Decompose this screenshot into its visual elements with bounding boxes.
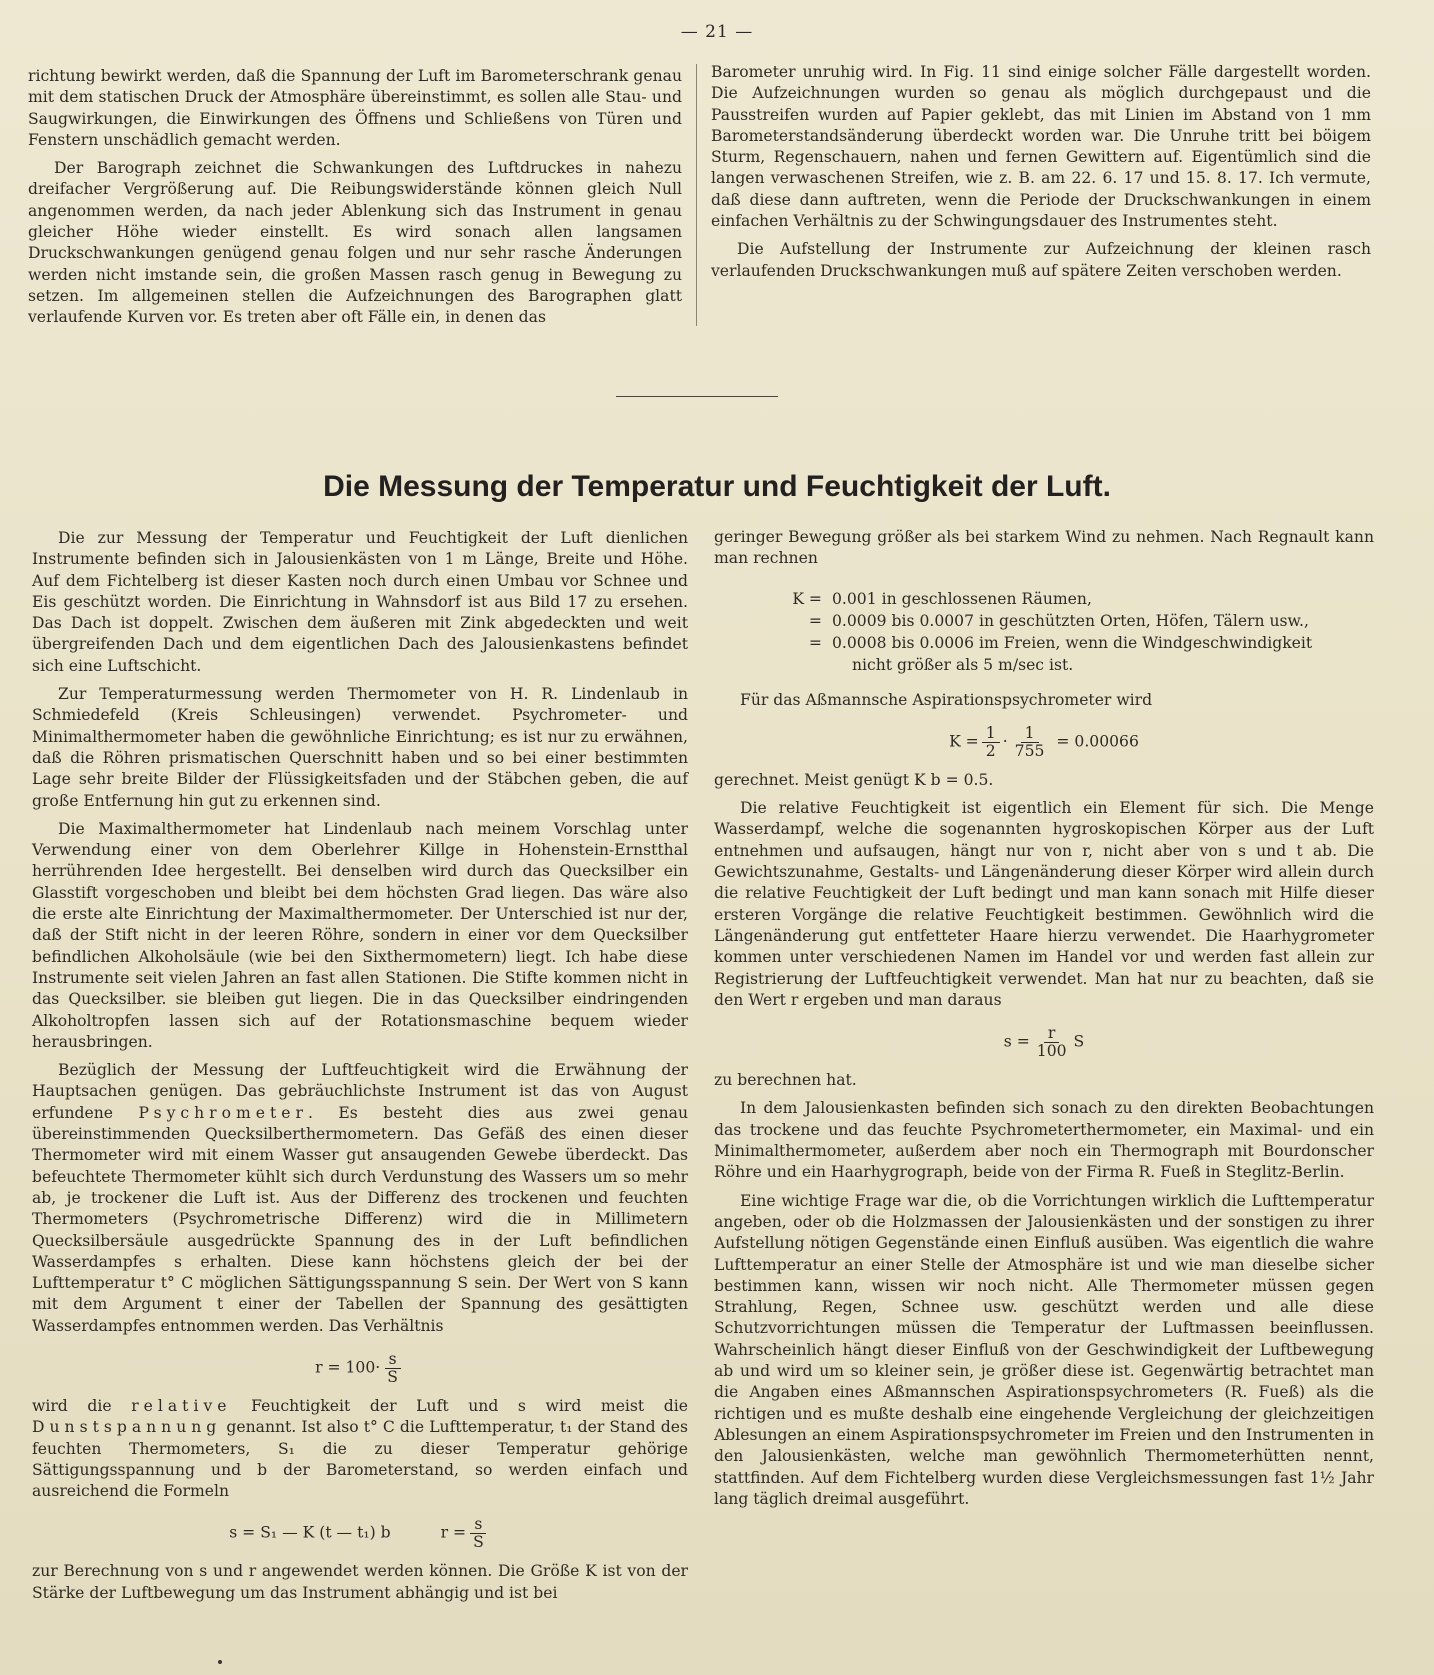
fraction — [982, 725, 1000, 760]
formula-rhs: S — [1073, 1032, 1085, 1051]
k-rhs: nicht größer als 5 m/sec ist. — [852, 655, 1074, 674]
k-rhs: 0.0008 bis 0.0006 im Freien, wenn die Windgeschwindigkeit — [832, 633, 1313, 652]
formula-assmann-k — [714, 725, 1374, 760]
formula-lhs: s = — [1003, 1032, 1030, 1051]
paragraph: Für das Aßmannsche Aspirationspsychrometer wird — [740, 690, 1153, 709]
emphasized-term: relative — [131, 1396, 232, 1415]
paragraph: Eine wichtige Frage war die, ob die Vorrichtungen wirklich die Lufttemperatur angeben, oder ob die Holzmassen der Jalousienkästen und der sonstigen zu ihrer Aufstellung nötigen Gegenstände einen Einfluß ausüben. Was eigentlich die wahre Lufttemperatur an einer Stelle der Atmosphäre ist und wie man dieselbe sicher bestimmen kann, wissen wir noch nicht. Alle Thermometer müssen gegen Strahlung, Regen, Schnee usw. geschützt werden und alle diese Schutzvorrichtungen müssen die Temperatur der Luftmassen beeinflussen. Wahrscheinlich hängt dieser Einfluß von der Geschwindigkeit der Luftbewegung ab und wird um so kleiner sein, je größer diese ist. Gegenwärtig betrachtet man die Angaben eines Aßmannschen Aspirationspsychrometers (R. Fueß) als die richtigen und es mußte deshalb eine eingehende Vergleichung der gleichzeitigen Ablesungen an einem Aspirationspsychrometer im Freien und den Instrumenten in den Jalousienkästen, welche man gewöhnlich Thermometerhütten nennt, stattfinden. Auf dem Fichtelberg wurden diese Vergleichsmessungen fast 1½ Jahr lang täglich dreimal ausgeführt. — [714, 1191, 1374, 1508]
top-left-column — [28, 66, 682, 336]
text-run: wird die — [32, 1396, 112, 1415]
paragraph: richtung bewirkt werden, daß die Spannung der Luft im Barometerschrank genau mit dem statischen Druck der Atmosphäre übereinstimmt, es sollen alle Stau- und Saugwirkungen, die Einwirkungen des Öffnens und Schließens von Türen und Fenstern unschädlich gemacht werden. — [28, 67, 682, 149]
column-divider — [696, 64, 697, 326]
formula-right-lhs: r = — [440, 1523, 467, 1542]
paragraph — [32, 1396, 688, 1502]
k-rhs: 0.001 in geschlossenen Räumen, — [832, 589, 1092, 608]
k-rhs: 0.0009 bis 0.0007 in geschützten Orten, Höfen, Tälern usw., — [832, 611, 1309, 630]
fraction — [469, 1516, 488, 1551]
paragraph: zu berechnen hat. — [714, 1071, 857, 1090]
paragraph: Barometer unruhig wird. In Fig. 11 sind einige solcher Fälle dargestellt worden. Die Aufzeichnungen wurden so genau als möglich durchgepaust und die Pausstreifen wurden auf Papier geklebt, das mit Linien im Abstand von 1 mm Barometerstandsänderung überdeckt worden war. Die Unruhe tritt bei böigem Sturm, Regenschauern, nahen und fernen Gewittern auf. Eigentümlich sind die langen verwaschenen Streifen, wie z. B. am 22. 6. 17 und 15. 8. 17. Ich vermute, daß diese dann auftreten, wenn die Periode der Druckschwankungen in einem einfachen Verhältnis zu der Schwingungsdauer des Instrumentes steht. — [711, 63, 1371, 231]
fraction — [1033, 1025, 1071, 1060]
text-run: genannt. Ist also t° C die Lufttemperatur, t₁ der Stand des feuchten Thermometers, S₁ die zu dieser Temperatur gehörige Sättigungsspannung und b der Barometerstand, so werden einfach und ausreichend die Formeln — [32, 1418, 688, 1501]
paragraph: Die Maximalthermometer hat Lindenlaub nach meinem Vorschlag unter Verwendung einer von dem Oberlehrer Killge in Hohenstein-Ernstthal herrührenden Idee hergestellt. Bei denselben wird durch das Quecksilber ein Glasstift vorgeschoben und bleibt bei dem höchsten Grad liegen. Das wäre also die erste alte Einrichtung der Maximalthermometer. Der Unterschied ist nur der, daß der Stift nicht in der leeren Röhre, sondern in einer vor dem Quecksilber befindlichen Alkoholsäule (wie bei den Sixthermometern) liegt. Ich habe diese Instrumente seit vielen Jahren an fast allen Stationen. Die Stifte kommen nicht in das Quecksilber. sie bleiben gut liegen. Die in das Quecksilber eindringenden Alkoholtropfen lassen sich auf der Rotationsmaschine bequem wieder herausbringen. — [32, 819, 688, 1051]
formula-rhs: = 0.00066 — [1056, 732, 1139, 751]
paragraph: Zur Temperaturmessung werden Thermometer von H. R. Lindenlaub in Schmiedefeld (Kreis Schleusingen) verwendet. Psychrometer- und Minimalthermometer haben die gewöhnliche Einrichtung; es ist nur zu erwähnen, daß die Röhren prismatischen Querschnitt haben und so bei einer bestimmten Lage sehr breite Bilder der Flüssigkeitsfaden und der Stäbchen geben, die auf große Entfernung hin gut zu erkennen sind. — [32, 685, 688, 810]
fraction-denominator: 100 — [1036, 1042, 1067, 1061]
k-lhs: = — [808, 611, 822, 630]
fraction — [383, 1351, 402, 1386]
bottom-left-column — [32, 528, 688, 1611]
top-right-column — [711, 62, 1371, 289]
paragraph: zur Berechnung von s und r angewendet werden können. Die Größe K ist von der Stärke der Luftbewegung um das Instrument abhängig und ist bei — [32, 1562, 688, 1602]
k-lhs: = — [808, 633, 822, 652]
formula-relative-humidity — [32, 1351, 688, 1386]
formula-left: s = S₁ — K (t — t₁) b — [229, 1523, 391, 1542]
paragraph: Die Aufstellung der Instrumente zur Aufzeichnung der kleinen rasch verlaufenden Druckschwankungen muß auf spätere Zeiten verschoben werden. — [711, 240, 1371, 280]
bottom-right-column — [714, 527, 1374, 1517]
paragraph: Die zur Messung der Temperatur und Feuchtigkeit der Luft dienlichen Instrumente befinden sich in Jalousienkästen von 1 m Länge, Breite und Höhe. Auf dem Fichtelberg ist dieser Kasten noch durch einen Umbau vor Schnee und Eis geschützt worden. Die Einrichtung in Wahnsdorf ist aus Bild 17 zu ersehen. Das Dach ist doppelt. Zwischen dem äußeren mit Zink abgedeckten und weit übergreifenden Dach und dem eigentlichen Dach des Jalousienkastens befindet sich eine Luftschicht. — [32, 529, 688, 675]
paragraph: geringer Bewegung größer als bei starkem Wind zu nehmen. Nach Regnault kann man rechnen — [714, 528, 1374, 568]
fraction-numerator: s — [470, 1516, 486, 1534]
ink-speck — [218, 1660, 222, 1664]
emphasized-term: Dunstspannung — [32, 1418, 222, 1437]
fraction-denominator: 2 — [985, 741, 996, 760]
fraction — [1011, 725, 1049, 760]
text-run: . Es besteht dies aus zwei genau übereinstimmenden Quecksilberthermometern. Das Gefäß des einen dieser Thermometer wird mit einem Wasser gut ansaugenden Gewebe überdeckt. Das befeuchtete Thermometer kühlt sich durch Verdunstung des Wassers um so mehr ab, je trockener die Luft ist. Aus der Differenz des trockenen und feuchten Thermometers (Psychrometrische Differenz) wird die in Millimetern Quecksilbersäule ausgedrückte Spannung des in der Luft befindlichen Wasserdampfes s erhalten. Diese kann höchstens gleich der bei der Lufttemperatur t° C möglichen Sättigungsspannung S sein. Der Wert von S kann mit dem Argument t einer der Tabellen der Spannung des gesättigten Wasserdampfes entnommen werden. Das Verhältnis — [32, 1103, 688, 1335]
fraction-denominator: 755 — [1014, 741, 1045, 760]
fraction-numerator: 1 — [1021, 725, 1039, 743]
k-value-continuation — [772, 654, 1374, 676]
fraction-numerator: s — [385, 1351, 401, 1369]
section-separator — [616, 396, 778, 397]
k-value-line — [772, 632, 1374, 654]
formula-lhs: r = 100· — [315, 1358, 381, 1377]
fraction-denominator: S — [387, 1367, 398, 1386]
formula-dunstspannung — [714, 1025, 1374, 1060]
k-lhs: K = — [792, 589, 822, 608]
emphasized-term: Psychrometer — [138, 1103, 308, 1122]
fraction-numerator: 1 — [982, 725, 1000, 743]
paragraph: Die relative Feuchtigkeit ist eigentlich ein Element für sich. Die Menge Wasserdampf, welche die sogenannten hygroskopischen Körper aus der Luft entnehmen und aufsaugen, hängt nur von r, nicht aber von s und t ab. Die Gewichtszunahme, Gestalts- und Längenänderung dieser Körper wird allein durch die relative Feuchtigkeit der Luft bedingt und man kann sonach mit Hilfe dieser ersteren Vorgänge die relative Feuchtigkeit bestimmen. Gewöhnlich wird die Längenänderung gut entfetteter Haare hierzu verwendet. Die Haarhygrometer kommen unter verschiedenen Namen im Handel vor und werden fast allein zur Registrierung der Luftfeuchtigkeit verwendet. Man hat nur zu beachten, daß sie den Wert r ergeben und man daraus — [714, 799, 1374, 1009]
fraction-denominator: S — [473, 1533, 484, 1552]
k-value-line — [772, 610, 1374, 632]
text-run: Bezüglich der Messung der Luftfeuchtigkeit wird die Erwähnung der Hauptsachen genügen. Das gebräuchlichste Instrument ist das von August erfundene — [32, 1061, 688, 1122]
page-number: — 21 — — [680, 22, 754, 42]
multiply-dot: · — [1002, 732, 1008, 751]
k-values-list — [772, 588, 1374, 676]
text-run: Feuchtigkeit der Luft und s wird meist die — [251, 1396, 688, 1415]
paragraph: In dem Jalousienkasten befinden sich sonach zu den direkten Beobachtungen das trockene und das feuchte Psychrometerthermometer, ein Maximal- und ein Minimalthermometer, außerdem aber noch ein Thermograph mit Bourdonscher Röhre und ein Haarhygrograph, beide von der Firma R. Fueß in Steglitz-Berlin. — [714, 1099, 1374, 1182]
paragraph — [32, 1060, 688, 1337]
formula-psychrometer — [32, 1516, 688, 1551]
paragraph: Der Barograph zeichnet die Schwankungen des Luftdruckes in nahezu dreifacher Vergrößerung auf. Die Reibungswiderstände können gleich Null angenommen werden, da nach jeder Ablenkung sich das Instrument in genau gleicher Höhe wieder einstellt. Es wird sonach allen langsamen Druckschwankungen genügend genau folgen und nur sehr rasche Änderungen werden nicht imstande sein, die großen Massen rasch genug in Bewegung zu setzen. Im allgemeinen stellen die Aufzeichnungen des Barographen glatt verlaufende Kurven vor. Es treten aber oft Fälle ein, in denen das — [28, 159, 682, 327]
section-title: Die Messung der Temperatur und Feuchtigkeit der Luft. — [323, 470, 1111, 503]
k-value-line — [772, 588, 1374, 610]
formula-lhs: K = — [949, 732, 979, 751]
fraction-numerator: r — [1044, 1025, 1059, 1043]
paragraph: gerechnet. Meist genügt K b = 0.5. — [714, 770, 994, 789]
